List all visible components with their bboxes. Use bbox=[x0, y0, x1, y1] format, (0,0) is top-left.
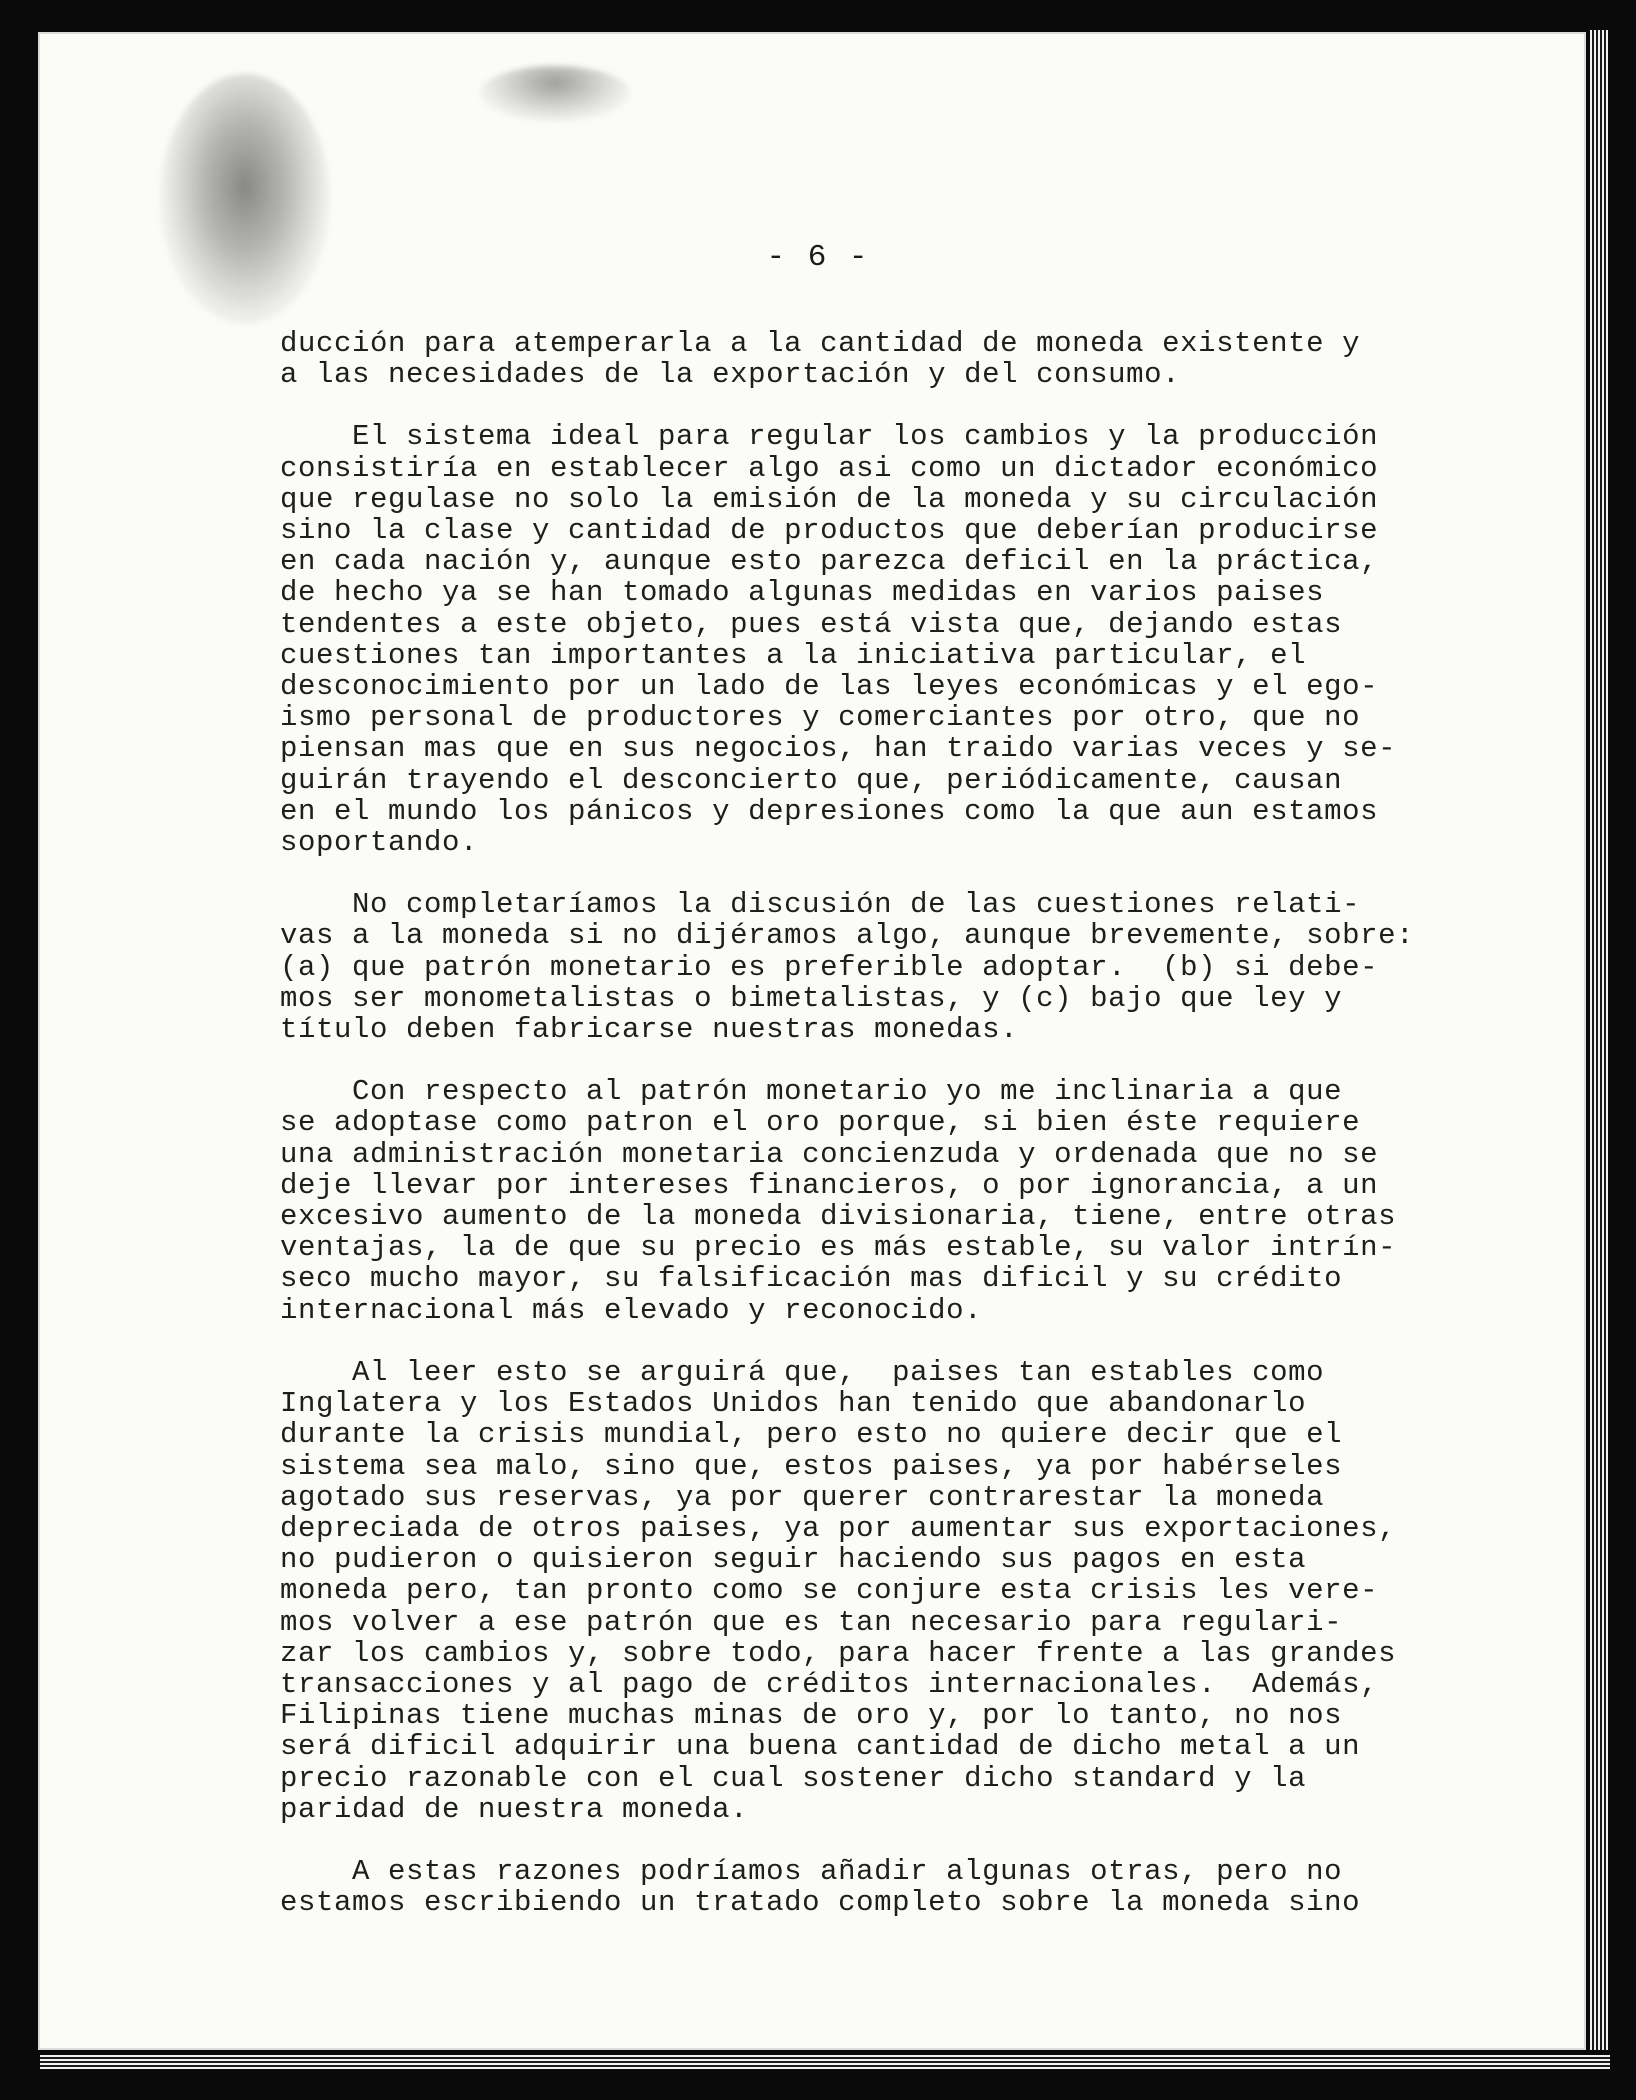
text-line: precio razonable con el cual sostener dicho standard y la bbox=[280, 1761, 1307, 1795]
text-line: agotado sus reservas, ya por querer contrarestar la moneda bbox=[280, 1480, 1325, 1514]
text-line: depreciada de otros paises, ya por aumentar sus exportaciones, bbox=[280, 1511, 1397, 1545]
paragraph bbox=[280, 1357, 1440, 1825]
text-line: paridad de nuestra moneda. bbox=[280, 1792, 749, 1826]
text-line: cuestiones tan importantes a la iniciativa particular, el bbox=[280, 638, 1307, 672]
text-line: estamos escribiendo un tratado completo sobre la moneda sino bbox=[280, 1886, 1361, 1920]
ink-smudge bbox=[160, 74, 330, 324]
text-line: Filipinas tiene muchas minas de oro y, por lo tanto, no nos bbox=[280, 1699, 1343, 1733]
text-line: ventajas, la de que su precio es más estable, su valor intrín- bbox=[280, 1231, 1397, 1265]
text-line: desconocimiento por un lado de las leyes económicas y el ego- bbox=[280, 670, 1379, 704]
text-line: Al leer esto se arguirá que, paises tan estables como bbox=[280, 1355, 1325, 1389]
text-line: en cada nación y, aunque esto parezca deficil en la práctica, bbox=[280, 545, 1379, 579]
text-line: excesivo aumento de la moneda divisionaria, tiene, entre otras bbox=[280, 1200, 1397, 1234]
paragraph bbox=[280, 328, 1440, 390]
ink-smudge-top bbox=[480, 66, 630, 121]
text-line: No completaríamos la discusión de las cuestiones relati- bbox=[280, 888, 1361, 922]
text-line: mos volver a ese patrón que es tan necesario para regulari- bbox=[280, 1605, 1343, 1639]
text-line: zar los cambios y, sobre todo, para hacer frente a las grandes bbox=[280, 1636, 1397, 1670]
text-line: (a) que patrón monetario es preferible adoptar. (b) si debe- bbox=[280, 950, 1379, 984]
page-stack-bottom-edge bbox=[40, 2055, 1610, 2069]
text-line: sino la clase y cantidad de productos que deberían producirse bbox=[280, 514, 1379, 548]
text-line: A estas razones podríamos añadir algunas otras, pero no bbox=[280, 1854, 1343, 1888]
text-line: piensan mas que en sus negocios, han traido varias veces y se- bbox=[280, 732, 1397, 766]
text-line: El sistema ideal para regular los cambios y la producción bbox=[280, 420, 1379, 454]
text-line: no pudieron o quisieron seguir haciendo sus pagos en esta bbox=[280, 1543, 1307, 1577]
text-line: transacciones y al pago de créditos internacionales. Además, bbox=[280, 1667, 1379, 1701]
paragraph bbox=[280, 1856, 1440, 1918]
document-body bbox=[280, 328, 1440, 1949]
text-line: de hecho ya se han tomado algunas medidas en varios paises bbox=[280, 576, 1325, 610]
text-line: que regulase no solo la emisión de la moneda y su circulación bbox=[280, 482, 1379, 516]
page-stack-edge bbox=[1590, 30, 1608, 2050]
text-line: durante la crisis mundial, pero esto no quiere decir que el bbox=[280, 1418, 1343, 1452]
text-line: una administración monetaria concienzuda y ordenada que no se bbox=[280, 1137, 1379, 1171]
text-line: tendentes a este objeto, pues está vista que, dejando estas bbox=[280, 607, 1343, 641]
text-line: ducción para atemperarla a la cantidad de moneda existente y bbox=[280, 327, 1361, 360]
text-line: moneda pero, tan pronto como se conjure esta crisis les vere- bbox=[280, 1574, 1379, 1608]
text-line: guirán trayendo el desconcierto que, periódicamente, causan bbox=[280, 763, 1343, 797]
text-line: sistema sea malo, sino que, estos paises, ya por habérseles bbox=[280, 1449, 1343, 1483]
paragraph bbox=[280, 1076, 1440, 1326]
text-line: en el mundo los pánicos y depresiones como la que aun estamos bbox=[280, 794, 1379, 828]
text-line: deje llevar por intereses financieros, o por ignorancia, a un bbox=[280, 1168, 1379, 1202]
text-line: será dificil adquirir una buena cantidad de dicho metal a un bbox=[280, 1730, 1361, 1764]
text-line: soportando. bbox=[280, 826, 479, 860]
text-line: seco mucho mayor, su falsificación mas dificil y su crédito bbox=[280, 1262, 1343, 1296]
text-line: consistiría en establecer algo asi como un dictador económico bbox=[280, 451, 1379, 485]
text-line: a las necesidades de la exportación y del consumo. bbox=[280, 358, 1181, 392]
text-line: vas a la moneda si no dijéramos algo, aunque brevemente, sobre: bbox=[280, 919, 1415, 953]
text-line: se adoptase como patron el oro porque, si bien éste requiere bbox=[280, 1106, 1361, 1140]
text-line: ismo personal de productores y comerciantes por otro, que no bbox=[280, 701, 1361, 735]
paragraph bbox=[280, 889, 1440, 1045]
text-line: Con respecto al patrón monetario yo me inclinaria a que bbox=[280, 1075, 1343, 1109]
page-number: - 6 - bbox=[766, 240, 870, 275]
text-line: título deben fabricarse nuestras monedas. bbox=[280, 1013, 1019, 1047]
text-line: internacional más elevado y reconocido. bbox=[280, 1293, 983, 1327]
paragraph bbox=[280, 421, 1440, 858]
text-line: mos ser monometalistas o bimetalistas, y (c) bajo que ley y bbox=[280, 981, 1343, 1015]
text-line: Inglatera y los Estados Unidos han tenido que abandonarlo bbox=[280, 1387, 1307, 1421]
